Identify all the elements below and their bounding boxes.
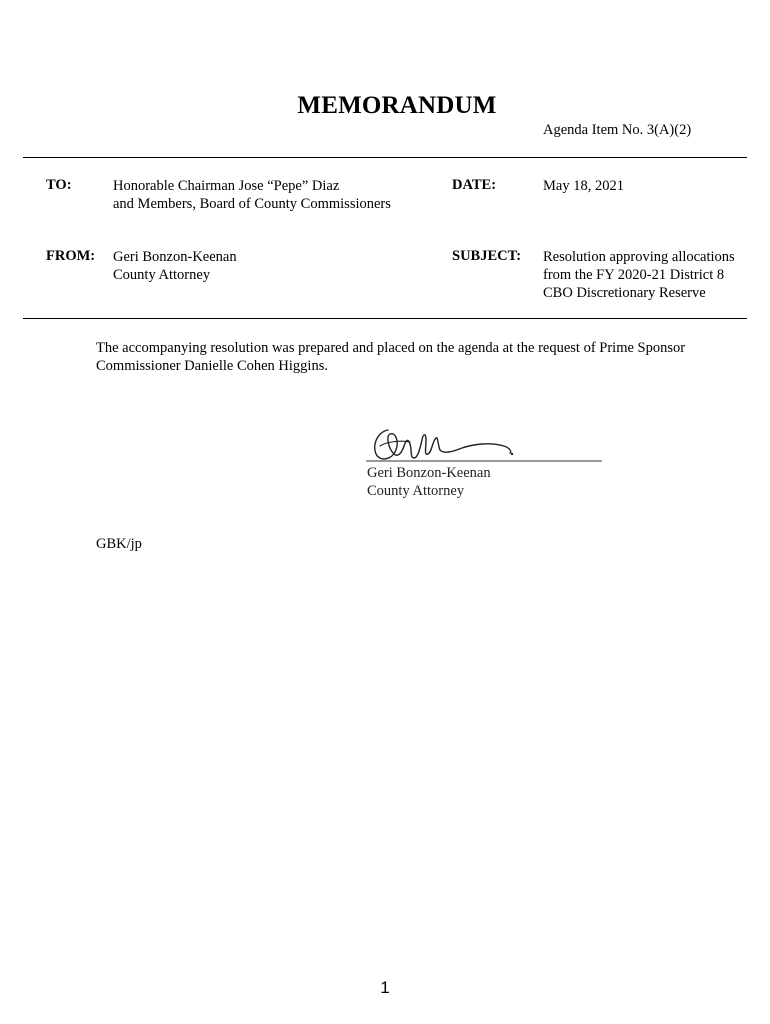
subject-label: SUBJECT: [452,248,522,264]
from-label: FROM: [46,248,96,264]
from-line: County Attorney [113,267,211,283]
subject-line: CBO Discretionary Reserve [543,285,706,301]
to-line: Honorable Chairman Jose “Pepe” Diaz [113,178,340,194]
date-label [452,177,496,194]
signature-block [367,464,491,500]
body-line: The accompanying resolution was prepared and placed on the agenda at the request of Prime Sponsor [96,340,686,356]
date-label-text: DATE: [452,177,497,193]
signer-title: County Attorney [367,483,465,499]
to-label: TO: [46,177,72,193]
date-value: May 18, 2021 [543,178,624,194]
from-line: Geri Bonzon-Keenan [113,249,237,265]
handwritten-signature [366,418,606,468]
agenda-item-number: Agenda Item No. 3(A)(2) [543,122,692,138]
signer-name: Geri Bonzon-Keenan [367,465,491,481]
typist-initials: GBK/jp [96,536,142,552]
subject-text [543,248,735,302]
header-bottom-divider [23,318,747,319]
header-top-divider [23,157,747,158]
memo-title: MEMORANDUM [297,92,497,119]
memo-body [96,339,716,375]
body-line: Commissioner Danielle Cohen Higgins. [96,358,328,374]
page-number: 1 [380,978,390,997]
to-line: and Members, Board of County Commissioners [113,196,391,212]
from-sender [113,248,237,284]
subject-line: Resolution approving allocations [543,249,735,265]
to-recipients [113,177,391,213]
subject-line: from the FY 2020-21 District 8 [543,267,725,283]
